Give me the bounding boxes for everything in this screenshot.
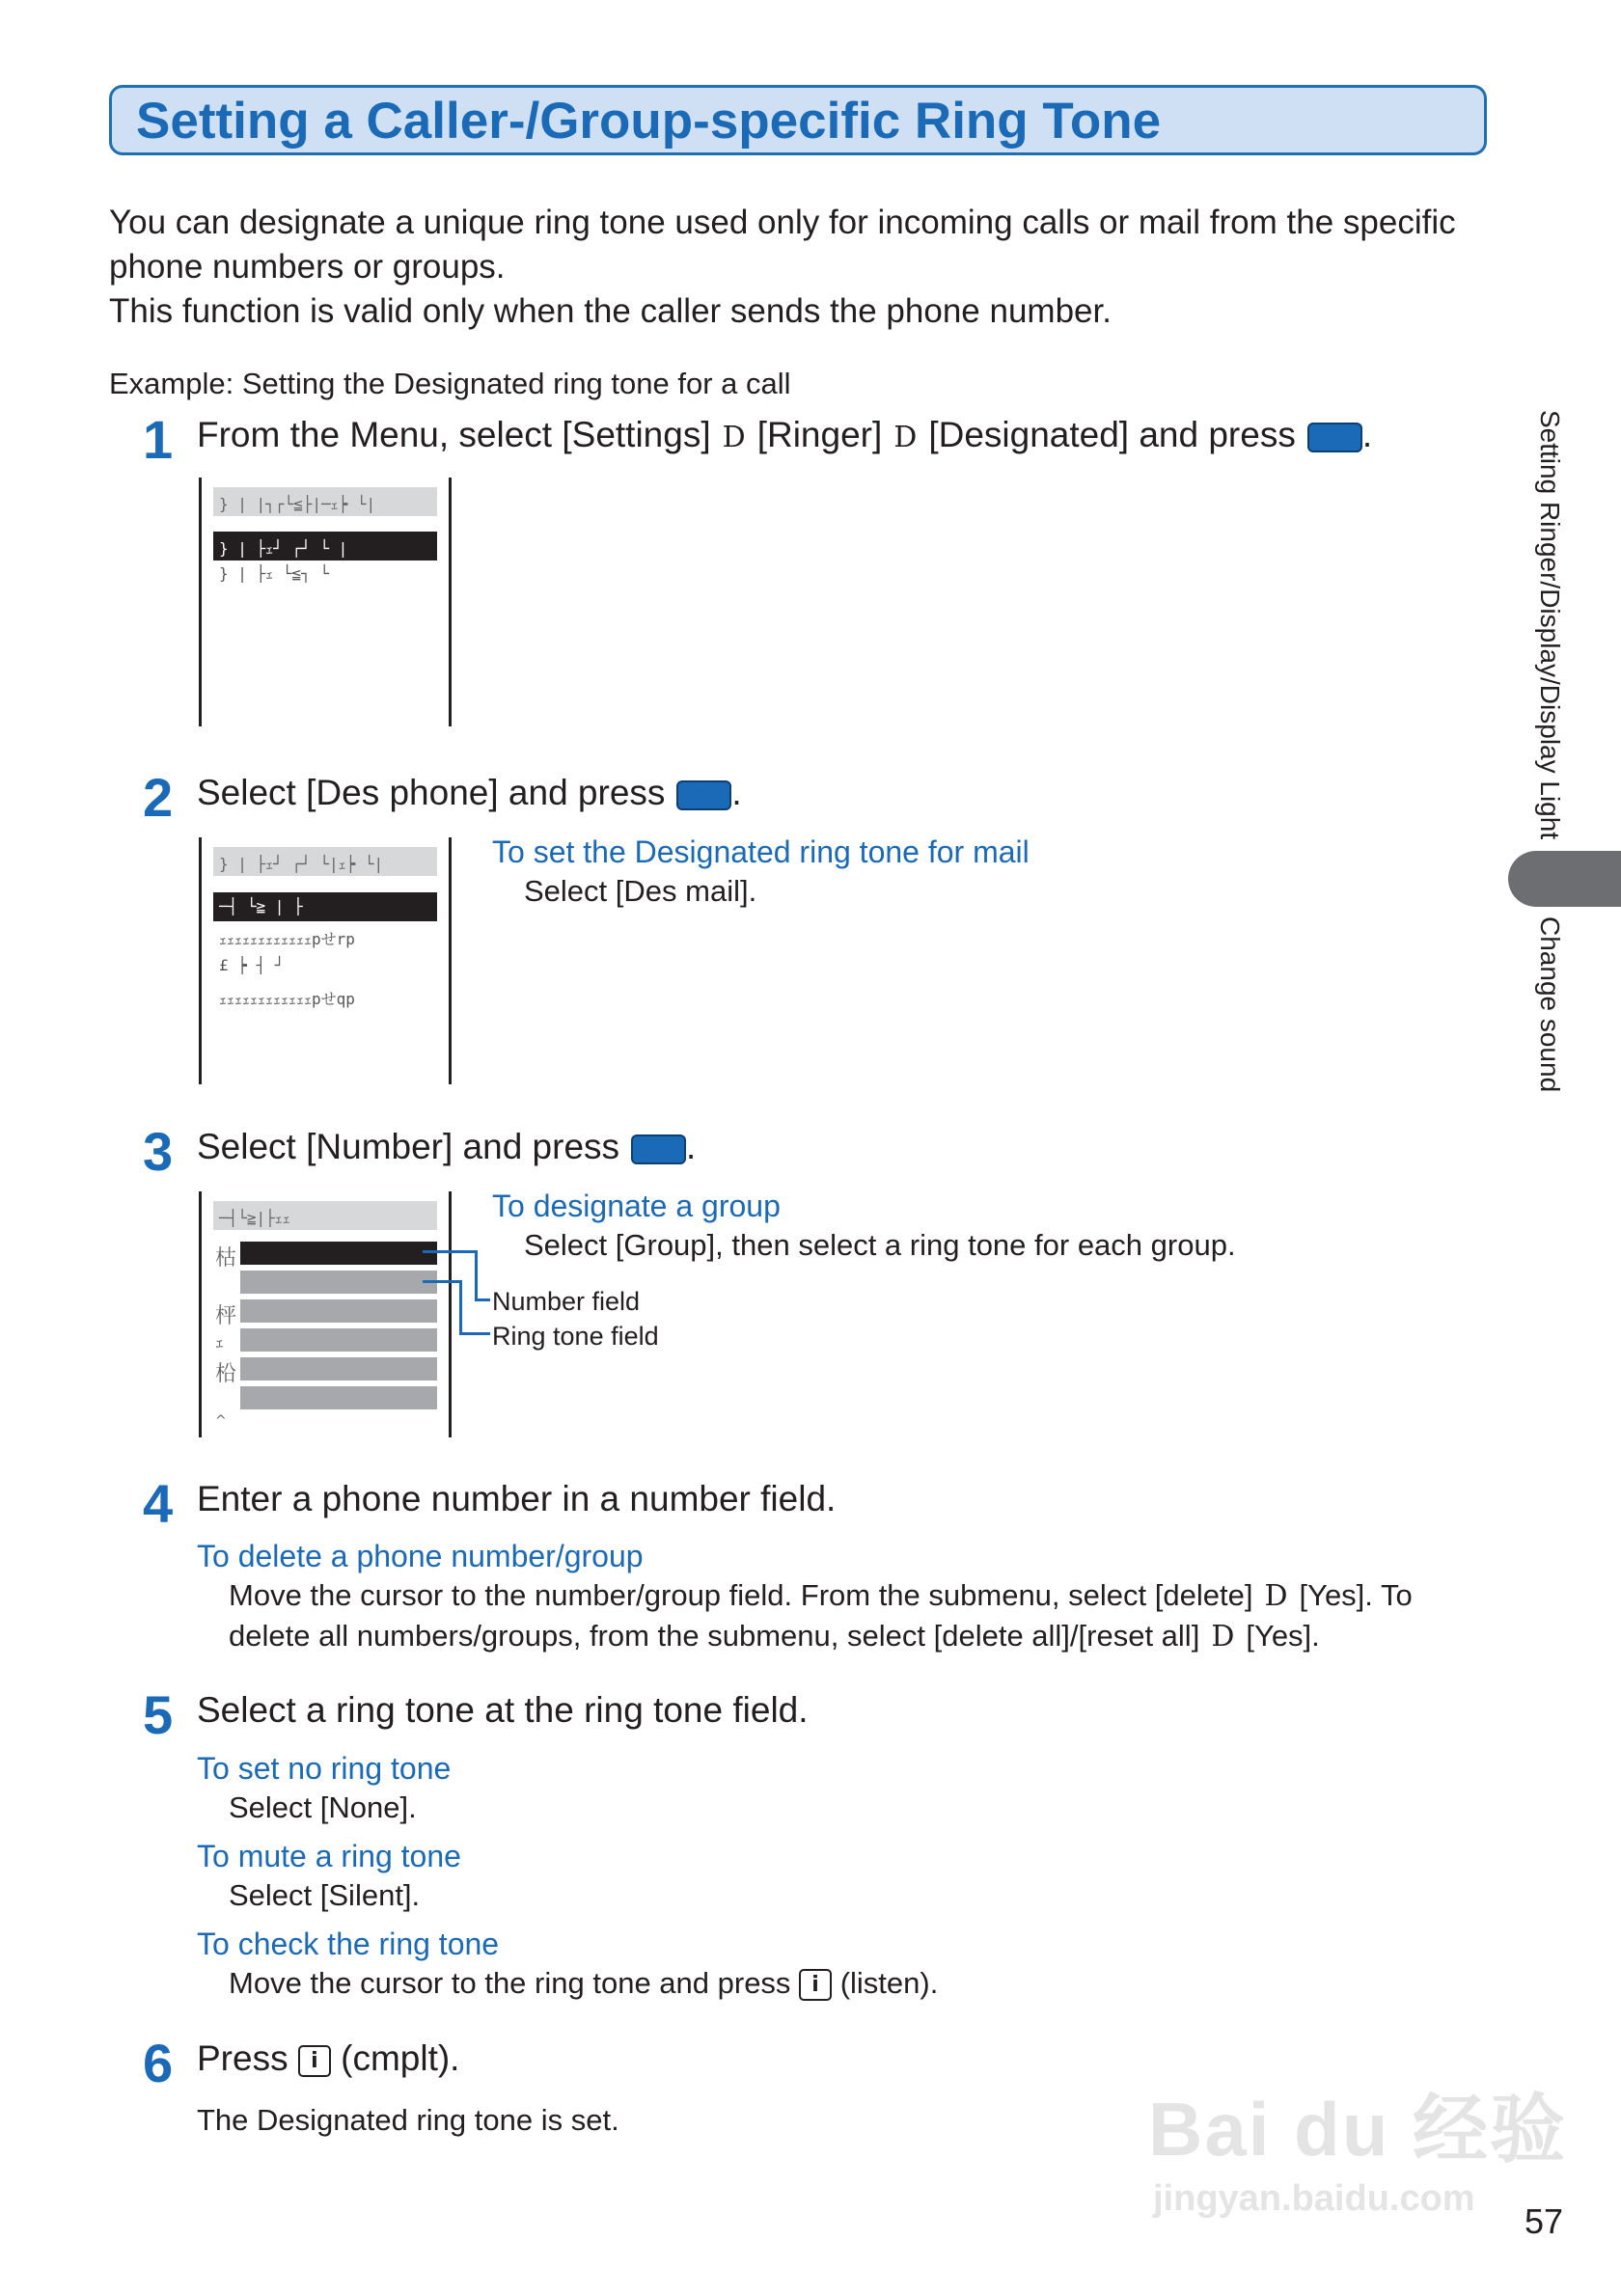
ring-tone-field — [240, 1328, 437, 1354]
step-1-part-a: From the Menu, select [Settings] — [197, 415, 711, 454]
side-section-title: Setting Ringer/Display/Display Light — [1535, 410, 1565, 840]
i-mode-key-icon: i — [298, 2045, 331, 2077]
step-number-2: 2 — [143, 767, 174, 828]
step-number-6: 6 — [143, 2033, 174, 2093]
step-6-part-b: (cmplt). — [341, 2038, 460, 2078]
note-check-part-b: (listen). — [839, 1966, 939, 2000]
example-caption: Example: Setting the Designated ring tone for a call — [109, 367, 791, 400]
callout-ring-tone-field: Ring tone field — [492, 1322, 659, 1351]
blue-key-icon — [631, 1134, 686, 1164]
side-tab-marker — [1508, 851, 1621, 907]
callout-line — [459, 1280, 462, 1334]
intro-line-2: This function is valid only when the caller sends the phone number. — [109, 292, 1112, 330]
note-mute-heading: To mute a ring tone — [197, 1839, 461, 1873]
callout-line — [475, 1250, 478, 1300]
step-number-5: 5 — [143, 1684, 174, 1745]
step-number-4: 4 — [143, 1473, 174, 1534]
number-field — [240, 1357, 437, 1383]
step-3-text — [197, 1127, 696, 1167]
step-2-label: Select [Des phone] and press — [197, 773, 666, 812]
screen-2-item: ｪｪｪｪｪｪｪｪｪｪｪｪpせrp — [219, 930, 355, 948]
step-6-part-a: Press — [197, 2038, 288, 2078]
screen-1-title: } | |┐┌└≦├|─ｪ┝ └| — [213, 487, 437, 516]
screen-3-glyph: 枰 — [215, 1304, 237, 1328]
screen-3-glyph: ｪ — [215, 1332, 224, 1353]
note-mute-body: Select [Silent]. — [229, 1878, 421, 1912]
blue-key-icon — [1307, 423, 1362, 452]
note-mail-body: Select [Des mail]. — [524, 874, 757, 908]
step-6-result: The Designated ring tone is set. — [197, 2103, 619, 2137]
screen-3 — [199, 1191, 452, 1437]
step-2-text — [197, 773, 742, 813]
callout-line — [423, 1250, 477, 1253]
note-mail-heading: To set the Designated ring tone for mail — [492, 834, 1030, 869]
side-subsection-title: Change sound — [1535, 916, 1565, 1093]
screen-2 — [199, 837, 452, 1084]
watermark-logo: Bai du 经验 — [1148, 2087, 1568, 2172]
number-field — [240, 1242, 437, 1268]
note-delete-part-a: Move the cursor to the number/group field. From the submenu, select [delete] — [229, 1578, 1253, 1612]
title-box — [109, 85, 1487, 155]
screen-2-item: ｪｪｪｪｪｪｪｪｪｪｪｪpせqp — [219, 990, 355, 1008]
ring-tone-field — [240, 1386, 437, 1412]
screen-2-title: } | ├ｪ┘ ┌┘ └|ｪ┝ └| — [213, 847, 437, 876]
step-1-part-b: [Ringer] — [756, 415, 883, 454]
note-check-part-a: Move the cursor to the ring tone and press — [229, 1966, 791, 2000]
screen-1-item: } | ├ｪ └≦┐ └ — [219, 564, 329, 583]
screen-3-title: ─┤└≧|├ｪｪ — [213, 1201, 437, 1230]
arrow-icon: D — [1211, 1620, 1235, 1654]
page-title: Setting a Caller-/Group-specific Ring Tone — [136, 93, 1162, 150]
number-field — [240, 1299, 437, 1326]
screen-1-selected-item: } | ├ｪ┘ ┌┘ └ | — [213, 532, 437, 560]
note-delete-part-c: [Yes]. — [1246, 1619, 1320, 1653]
note-delete-body — [229, 1575, 1493, 1656]
step-4-text: Enter a phone number in a number field. — [197, 1479, 837, 1518]
blue-key-icon — [676, 780, 731, 810]
screen-3-glyph: 柗 — [215, 1362, 237, 1386]
note-none-heading: To set no ring tone — [197, 1751, 452, 1786]
step-number-1: 1 — [143, 409, 174, 470]
step-1-end: . — [1361, 415, 1373, 454]
arrow-icon: D — [722, 421, 746, 454]
step-number-3: 3 — [143, 1121, 174, 1182]
callout-line — [459, 1332, 490, 1335]
page-number: 57 — [1525, 2201, 1564, 2241]
step-3-label: Select [Number] and press — [197, 1127, 620, 1166]
intro-line-1: You can designate a unique ring tone used only for incoming calls or mail from the specific phone numbers or groups. — [109, 204, 1456, 286]
screen-1 — [199, 478, 452, 726]
callout-line — [423, 1280, 461, 1283]
note-delete-heading: To delete a phone number/group — [197, 1539, 644, 1573]
watermark-url: jingyan.baidu.com — [1153, 2178, 1475, 2219]
note-group-heading: To designate a group — [492, 1189, 781, 1223]
screen-2-item: £ ┝ ┤ ┘ — [219, 956, 285, 974]
step-5-text: Select a ring tone at the ring tone field. — [197, 1690, 809, 1730]
arrow-icon: D — [1264, 1579, 1288, 1613]
ring-tone-field — [240, 1271, 437, 1297]
screen-3-glyph: ^ — [215, 1413, 227, 1429]
note-group-body: Select [Group], then select a ring tone for each group. — [524, 1228, 1236, 1262]
step-6-text — [197, 2038, 459, 2079]
step-1-text — [197, 415, 1372, 455]
note-check-heading: To check the ring tone — [197, 1927, 500, 1961]
note-none-body: Select [None]. — [229, 1790, 417, 1824]
screen-3-glyph: 枯 — [215, 1246, 237, 1271]
callout-number-field: Number field — [492, 1287, 641, 1316]
i-mode-key-icon: i — [799, 1969, 832, 2001]
intro-paragraph — [109, 201, 1498, 334]
step-3-end: . — [686, 1127, 697, 1166]
screen-2-selected-item: ─┤ └≧ | ├ — [213, 892, 437, 921]
step-2-end: . — [731, 773, 742, 812]
arrow-icon: D — [893, 421, 918, 454]
callout-line — [475, 1298, 490, 1301]
note-check-body — [229, 1963, 938, 2003]
note-delete-part-b: [Yes]. To delete all numbers/groups, from the submenu, select [delete all]/[reset all] — [229, 1578, 1413, 1653]
step-1-part-c: [Designated] and press — [928, 415, 1296, 454]
